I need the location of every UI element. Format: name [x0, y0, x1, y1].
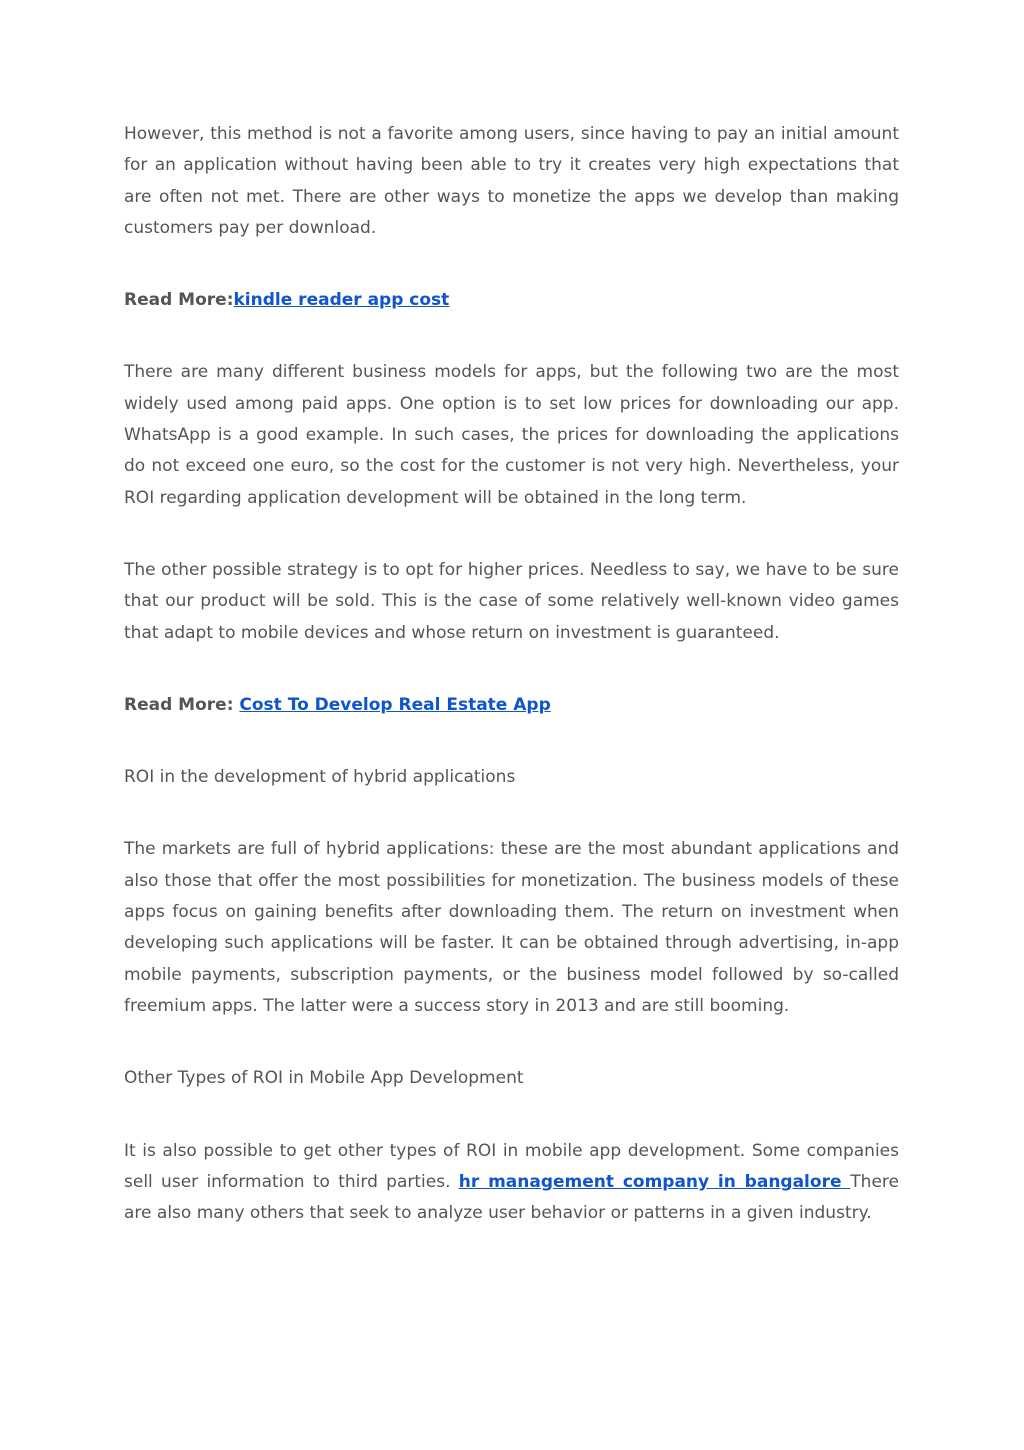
paragraph-monetization-intro: However, this method is not a favorite among users, since having to pay an initial amount for an application without having been able to try it creates very high expectations that are often not met. There are other ways to monetize the apps we develop than making customers pay per download.	[124, 124, 899, 238]
document-page	[124, 119, 899, 1270]
read-more-real-estate	[124, 690, 899, 721]
other-roi-text-start: It is also possible to get other types of ROI in mobile app development. Some companies sell user information to third parties.	[124, 1140, 899, 1192]
read-more-label: Read More:	[124, 694, 240, 715]
paragraph-business-models: There are many different business models for apps, but the following two are the most widely used among paid apps. One option is to set low prices for downloading our app. WhatsApp is a good example. In such cases, the prices for downloading the applications do not exceed one euro, so the cost for the customer is not very high. Nevertheless, your ROI regarding application development will be obtained in the long term.	[124, 362, 899, 508]
hr-management-company-link[interactable]: hr management company in bangalore	[458, 1171, 851, 1192]
paragraph-hybrid-markets: The markets are full of hybrid applications: these are the most abundant applications and also those that offer the most possibilities for monetization. The business models of these apps focus on gaining benefits after downloading them. The return on investment when developing such applications will be faster. It can be obtained through advertising, in-app mobile payments, subscription payments, or the business model followed by so-called freemium apps. The latter were a success story in 2013 and are still booming.	[124, 839, 899, 1016]
heading-hybrid-roi: ROI in the development of hybrid applications	[124, 767, 516, 788]
real-estate-app-cost-link[interactable]: Cost To Develop Real Estate App	[239, 694, 551, 715]
paragraph-other-roi	[124, 1136, 899, 1230]
other-roi-text-end: There are also many others that seek to analyze user behavior or patterns in a given industry.	[124, 1171, 899, 1224]
read-more-label: Read More:	[124, 290, 234, 311]
kindle-reader-app-cost-link[interactable]: kindle reader app cost	[233, 290, 450, 311]
paragraph-higher-prices: The other possible strategy is to opt for higher prices. Needless to say, we have to be sure that our product will be sold. This is the case of some relatively well-known video games that adapt to mobile devices and whose return on investment is guaranteed.	[124, 559, 899, 643]
heading-other-roi-types: Other Types of ROI in Mobile App Development	[124, 1068, 524, 1089]
read-more-kindle	[124, 285, 899, 316]
